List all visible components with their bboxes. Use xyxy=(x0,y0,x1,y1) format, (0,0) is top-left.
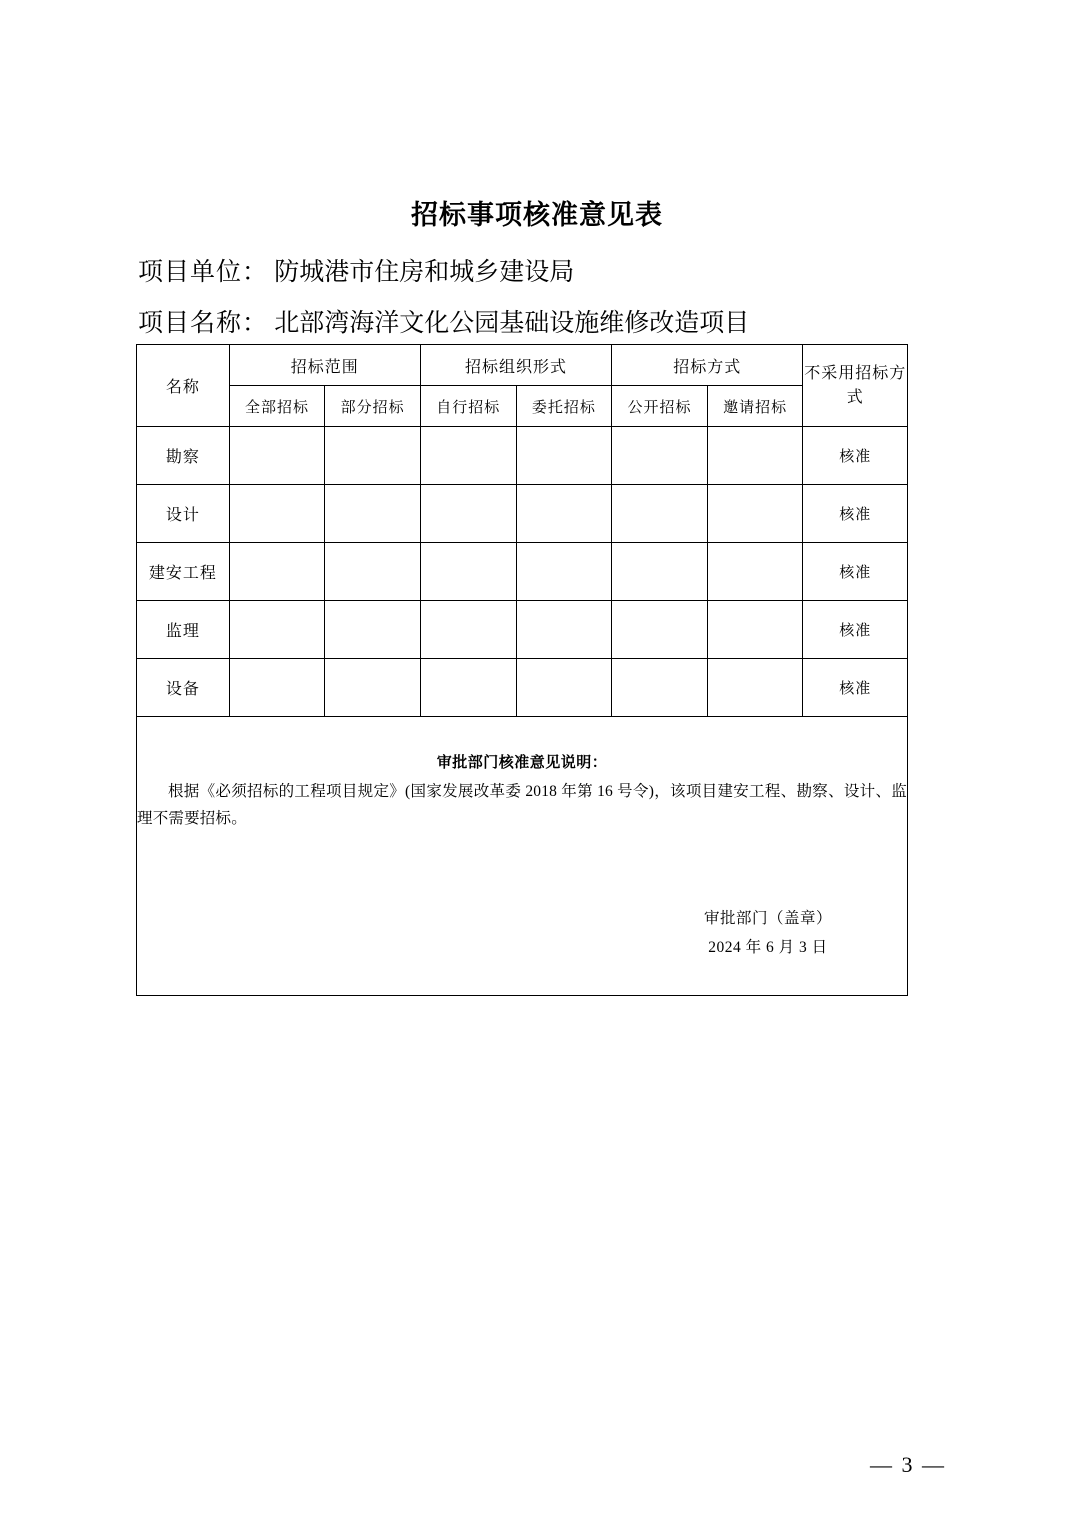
cell-construction-self-bidding[interactable] xyxy=(420,543,516,601)
cell-survey-all-bidding[interactable] xyxy=(229,427,325,485)
cell-construction-invited-bidding[interactable] xyxy=(707,543,803,601)
cell-design-public-bidding[interactable] xyxy=(612,485,708,543)
cell-survey-no-bidding: 核准 xyxy=(803,427,908,485)
cell-construction-all-bidding[interactable] xyxy=(229,543,325,601)
table-row xyxy=(137,485,908,543)
table-header-row-groups xyxy=(137,345,908,386)
header-sub-all-bidding: 全部招标 xyxy=(229,386,325,427)
signature-date: 2024 年 6 月 3 日 xyxy=(708,939,828,957)
cell-supervision-public-bidding[interactable] xyxy=(612,601,708,659)
cell-design-partial-bidding[interactable] xyxy=(325,485,421,543)
cell-construction-entrusted-bidding[interactable] xyxy=(516,543,612,601)
cell-equipment-invited-bidding[interactable] xyxy=(707,659,803,717)
cell-construction-partial-bidding[interactable] xyxy=(325,543,421,601)
field-project-unit-value: 防城港市住房和城乡建设局 xyxy=(274,259,575,286)
cell-design-all-bidding[interactable] xyxy=(229,485,325,543)
row-label-supervision: 监理 xyxy=(137,601,230,659)
header-sub-entrusted-bidding: 委托招标 xyxy=(516,386,612,427)
cell-equipment-no-bidding: 核准 xyxy=(803,659,908,717)
field-project-unit xyxy=(138,252,574,288)
cell-supervision-no-bidding: 核准 xyxy=(803,601,908,659)
table-row xyxy=(137,427,908,485)
cell-equipment-entrusted-bidding[interactable] xyxy=(516,659,612,717)
cell-supervision-all-bidding[interactable] xyxy=(229,601,325,659)
cell-survey-invited-bidding[interactable] xyxy=(707,427,803,485)
header-sub-self-bidding: 自行招标 xyxy=(420,386,516,427)
header-bidding-organization: 招标组织形式 xyxy=(420,345,611,386)
approval-note-body: 根据《必须招标的工程项目规定》(国家发展改革委 2018 年第 16 号令)，该项目建安工程、勘察、设计、监理不需要招标。 xyxy=(137,782,907,827)
signature-department: 审批部门（盖章） xyxy=(703,909,832,927)
header-sub-partial-bidding: 部分招标 xyxy=(325,386,421,427)
cell-supervision-self-bidding[interactable] xyxy=(420,601,516,659)
table-header-row-subs xyxy=(137,386,908,427)
cell-equipment-self-bidding[interactable] xyxy=(420,659,516,717)
cell-design-no-bidding: 核准 xyxy=(803,485,908,543)
page-title: 招标事项核准意见表 xyxy=(411,200,663,231)
row-label-construction: 建安工程 xyxy=(137,543,230,601)
table-row xyxy=(137,659,908,717)
cell-survey-self-bidding[interactable] xyxy=(420,427,516,485)
approval-note-title: 审批部门核准意见说明： xyxy=(436,753,608,772)
cell-survey-entrusted-bidding[interactable] xyxy=(516,427,612,485)
bidding-approval-table xyxy=(136,344,908,996)
cell-survey-partial-bidding[interactable] xyxy=(325,427,421,485)
row-label-design: 设计 xyxy=(137,485,230,543)
header-bidding-method: 招标方式 xyxy=(612,345,803,386)
cell-design-entrusted-bidding[interactable] xyxy=(516,485,612,543)
cell-construction-no-bidding: 核准 xyxy=(803,543,908,601)
header-no-bidding-method: 不采用招标方式 xyxy=(803,345,908,427)
field-project-name-value: 北部湾海洋文化公园基础设施维修改造项目 xyxy=(274,310,750,337)
row-label-equipment: 设备 xyxy=(137,659,230,717)
field-project-name xyxy=(138,303,749,339)
cell-construction-public-bidding[interactable] xyxy=(612,543,708,601)
cell-equipment-public-bidding[interactable] xyxy=(612,659,708,717)
cell-supervision-invited-bidding[interactable] xyxy=(707,601,803,659)
field-project-unit-label: 项目单位： xyxy=(138,259,269,286)
header-sub-invited-bidding: 邀请招标 xyxy=(707,386,803,427)
field-project-name-label: 项目名称： xyxy=(138,310,269,337)
cell-equipment-partial-bidding[interactable] xyxy=(325,659,421,717)
cell-design-invited-bidding[interactable] xyxy=(707,485,803,543)
cell-equipment-all-bidding[interactable] xyxy=(229,659,325,717)
header-sub-public-bidding: 公开招标 xyxy=(612,386,708,427)
table-row xyxy=(137,601,908,659)
page-number: — 3 — xyxy=(870,1452,946,1477)
table-row xyxy=(137,543,908,601)
header-bidding-scope: 招标范围 xyxy=(229,345,420,386)
cell-supervision-entrusted-bidding[interactable] xyxy=(516,601,612,659)
row-label-survey: 勘察 xyxy=(137,427,230,485)
cell-design-self-bidding[interactable] xyxy=(420,485,516,543)
approval-note-cell xyxy=(137,717,908,996)
table-note-row xyxy=(137,717,908,996)
header-name: 名称 xyxy=(137,345,230,427)
signature-block xyxy=(137,904,907,963)
cell-survey-public-bidding[interactable] xyxy=(612,427,708,485)
cell-supervision-partial-bidding[interactable] xyxy=(325,601,421,659)
